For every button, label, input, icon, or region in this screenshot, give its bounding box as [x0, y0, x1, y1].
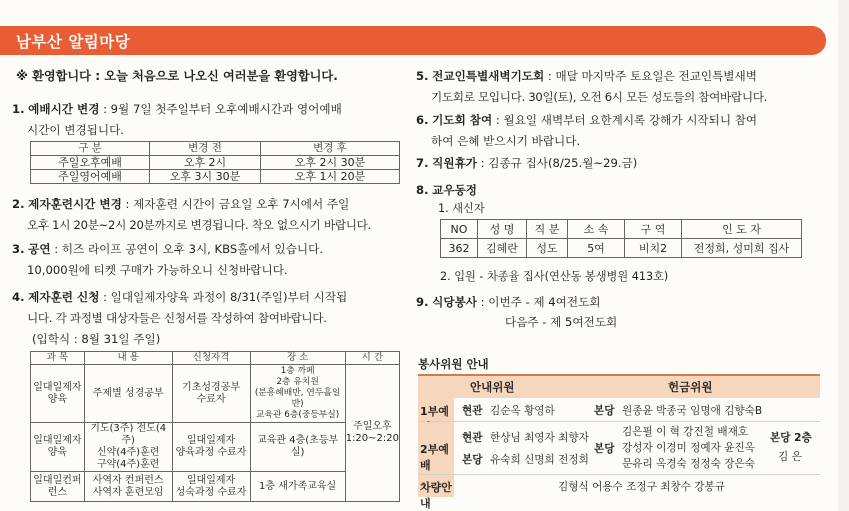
- row-label-text: 차량안내: [420, 481, 452, 510]
- offering-names: 문유리 옥경숙 정정숙 장은숙: [622, 458, 755, 470]
- cell-line: (분흥혜배반, 연두흘일반): [254, 388, 341, 409]
- training-table: [30, 351, 400, 502]
- notice-training-time: [12, 194, 412, 236]
- notice-dawn-prayer: [416, 66, 826, 108]
- notice-title: 기도회 참여: [432, 113, 493, 127]
- meal-next-week: 다음주 - 제 5여전도회: [505, 315, 618, 329]
- offering-names: 김은필 이 혁 강진철 배재호: [622, 426, 749, 438]
- cell-line: 주일오후: [353, 421, 392, 432]
- service-title: 봉사위원 안내: [418, 357, 489, 371]
- service-header: [418, 374, 820, 398]
- table-row: [31, 423, 400, 472]
- table-cell: 김혜란: [478, 239, 527, 258]
- notice-vacation: [416, 153, 637, 174]
- table-cell: 교육관 4층(초등부실): [250, 423, 345, 472]
- notice-number: 9.: [416, 295, 429, 309]
- service-row-second: [418, 422, 820, 475]
- table-cell: 주일영어예배: [31, 170, 150, 184]
- cell-line: 양육과정 수료자: [175, 447, 247, 458]
- table-cell: 오후 1시 20분: [261, 170, 400, 184]
- notice-text: : 9월 7일 첫주일부터 오후예배시간과 영어예배: [99, 102, 342, 116]
- notice-title: 예배시간 변경: [28, 102, 100, 116]
- cell-line: 신약(4주)훈련: [96, 447, 160, 458]
- notice-text: 시간이 변경됩니다.: [27, 123, 124, 137]
- notice-number: 6.: [416, 113, 429, 127]
- offering-place: 본당: [594, 443, 615, 455]
- table-header: 성 명: [478, 220, 527, 239]
- notice-text: : 월요일 새벽부터 요한계시록 강해가 시작되니 참여: [492, 113, 758, 127]
- guide-names: 김순옥 황영하: [490, 405, 555, 417]
- guide-place: 현관: [462, 432, 483, 444]
- notice-title: 공연: [28, 242, 51, 256]
- notice-title: 제자훈련시간 변경: [28, 197, 122, 211]
- notice-concert: [12, 239, 412, 281]
- table-header: 내 용: [84, 352, 172, 365]
- table-cell: 성도: [527, 239, 568, 258]
- notice-training-apply: [12, 287, 412, 350]
- notice-title: 제자훈련 신청: [28, 290, 100, 304]
- cell-line: 기도(3주) 전도(4주): [90, 423, 167, 446]
- table-header: 변경 후: [261, 142, 400, 156]
- notice-text: 니다. 각 과정별 대상자들은 신청서를 작성하여 참여바랍니다.: [27, 311, 327, 325]
- table-cell: 5여: [568, 239, 625, 258]
- notice-number: 7.: [416, 156, 429, 170]
- table-header: 소 속: [568, 220, 625, 239]
- table-cell: 362: [441, 239, 478, 258]
- table-cell: 전정희, 성미희 집사: [682, 239, 802, 258]
- notice-text: : 매달 마지막주 토요일은 전교인특별새벽: [544, 69, 757, 83]
- notice-text: : 김종규 집사(8/25.월~29.금): [476, 156, 638, 170]
- service-row-parking: [418, 475, 820, 510]
- table-cell: 1층 새가족교육실: [250, 472, 345, 502]
- extra-place: 본당 2층: [770, 432, 812, 444]
- notice-number: 5.: [416, 69, 429, 83]
- row-label-text: 2부예배: [420, 443, 449, 472]
- guide-names: 유숙희 신명희 전정희: [490, 454, 589, 466]
- cell-line: 구약(4주)훈련: [96, 459, 160, 470]
- worship-time-table: [30, 141, 400, 184]
- cell-line: 사역자 훈련모임: [92, 486, 164, 498]
- offering-column-header: 헌금위원: [668, 380, 713, 394]
- table-cell: [172, 423, 250, 472]
- table-row: [31, 365, 400, 423]
- cell-line: 일대일제자: [186, 474, 236, 486]
- guide-names: 한상님 최영자 최향자: [490, 432, 589, 444]
- table-cell: [172, 365, 250, 423]
- table-header: 과 목: [31, 352, 85, 365]
- notice-number: 3.: [12, 242, 25, 256]
- notice-title: 직원휴가: [432, 156, 477, 170]
- table-row: [31, 472, 400, 502]
- new-member-table: [440, 219, 802, 258]
- table-header: 변경 전: [150, 142, 261, 156]
- table-cell: [345, 365, 399, 502]
- notice-text: : 히즈 라이프 공연이 오후 3시, KBS홀에서 있습니다.: [50, 242, 324, 256]
- row-label: [418, 475, 454, 510]
- notice-text: 오후 1시 20분~2시 20분까지로 변경됩니다. 착오 없으시기 바랍니다.: [27, 218, 371, 232]
- table-cell: 일대일제자양육: [31, 423, 85, 472]
- table-header: 인 도 자: [682, 220, 802, 239]
- service-table: [418, 374, 820, 510]
- table-cell: 오후 2시: [150, 156, 261, 170]
- notice-text: 하여 은혜 받으시기 바랍니다.: [431, 134, 581, 148]
- section-header: [0, 26, 826, 55]
- table-header: 직 분: [527, 220, 568, 239]
- table-cell: [84, 472, 172, 502]
- table-header: 구 역: [625, 220, 682, 239]
- table-header: 구 분: [31, 142, 150, 156]
- notice-title: 식당봉사: [432, 295, 477, 309]
- table-cell: 일대일컨퍼런스: [31, 472, 85, 502]
- table-cell: [250, 365, 345, 423]
- table-header: 신청자격: [172, 352, 250, 365]
- guide-column-header: 안내위원: [470, 380, 515, 394]
- row-label: [418, 398, 454, 421]
- cell-line: 성숙과정 수료자: [175, 486, 247, 498]
- cell-line: 기초성경공부: [182, 381, 241, 393]
- notice-prayer-meeting: [416, 110, 826, 152]
- guide-place: 본당: [462, 454, 483, 466]
- table-cell: 주제별 성경공부: [84, 365, 172, 423]
- hospital-news: 2. 입원 - 차종율 집사(연산동 봉생병원 413호): [440, 270, 669, 283]
- service-row-first: [418, 398, 820, 422]
- offering-names: 원종윤 박종국 임명애 김향숙B: [622, 405, 763, 417]
- notice-number: 2.: [12, 197, 25, 211]
- cell-line: 2층 유치원: [276, 377, 319, 387]
- table-header: 시 간: [345, 352, 399, 365]
- table-cell: [84, 423, 172, 472]
- notice-title: 교우동정: [432, 183, 477, 197]
- guide-place: 현관: [462, 405, 483, 417]
- notice-text: (입학식 : 8월 31일 주일): [32, 332, 161, 346]
- table-cell: 일대일제자양육: [31, 365, 85, 423]
- notice-number: 8.: [416, 183, 429, 197]
- notice-text: : 이번주 - 제 4여전도회: [476, 295, 601, 309]
- notice-title: 전교인특별새벽기도회: [432, 69, 545, 83]
- cell-line: 1:20~2:20: [345, 433, 399, 444]
- row-label: [418, 422, 454, 474]
- cell-line: 수료자: [196, 393, 226, 405]
- cell-line: 일대일제자: [186, 435, 236, 446]
- notice-worship-time: [12, 99, 404, 141]
- extra-name: 김 은: [778, 451, 802, 463]
- table-header: NO: [441, 220, 478, 239]
- notice-text: : 제자훈련 시간이 금요일 오후 7시에서 주일: [121, 197, 350, 211]
- table-cell: 비치2: [625, 239, 682, 258]
- section-title: 남부산 알림마당: [16, 33, 131, 51]
- notice-text: : 일대일제자양육 과정이 8/31(주일)부터 시작됩: [99, 290, 348, 304]
- notice-text: 10,000원에 티켓 구매가 가능하오니 신청바랍니다.: [27, 263, 288, 277]
- table-cell: [172, 472, 250, 502]
- table-cell: 오후 3시 30분: [150, 170, 261, 184]
- notice-number: 1.: [12, 102, 25, 116]
- offering-place: 본당: [594, 405, 615, 417]
- offering-names: 강성자 이경미 정예자 윤진옥: [622, 442, 755, 454]
- cell-line: 1층 까페: [280, 366, 315, 376]
- table-header: 장 소: [250, 352, 345, 365]
- cell-line: 교육관 6층(중등부실): [256, 410, 340, 420]
- table-cell: 오후 2시 30분: [261, 156, 400, 170]
- new-member-label: 1. 새신자: [438, 202, 485, 215]
- row-label-text: 1부예: [420, 405, 449, 418]
- welcome-message: ※ 환영합니다 : 오늘 처음으로 나오신 여러분을 환영합니다.: [16, 69, 338, 83]
- table-cell: 주일오후예배: [31, 156, 150, 170]
- notice-text: 기도회로 모입니다. 30일(토), 오전 6시 모든 성도들의 참여바랍니다.: [431, 90, 768, 104]
- cell-line: 사역자 컨퍼런스: [92, 474, 164, 486]
- parking-names: 김형식 어용수 조정구 최창수 강봉규: [558, 481, 725, 493]
- notice-meal-service: [416, 292, 600, 313]
- notice-number: 4.: [12, 290, 25, 304]
